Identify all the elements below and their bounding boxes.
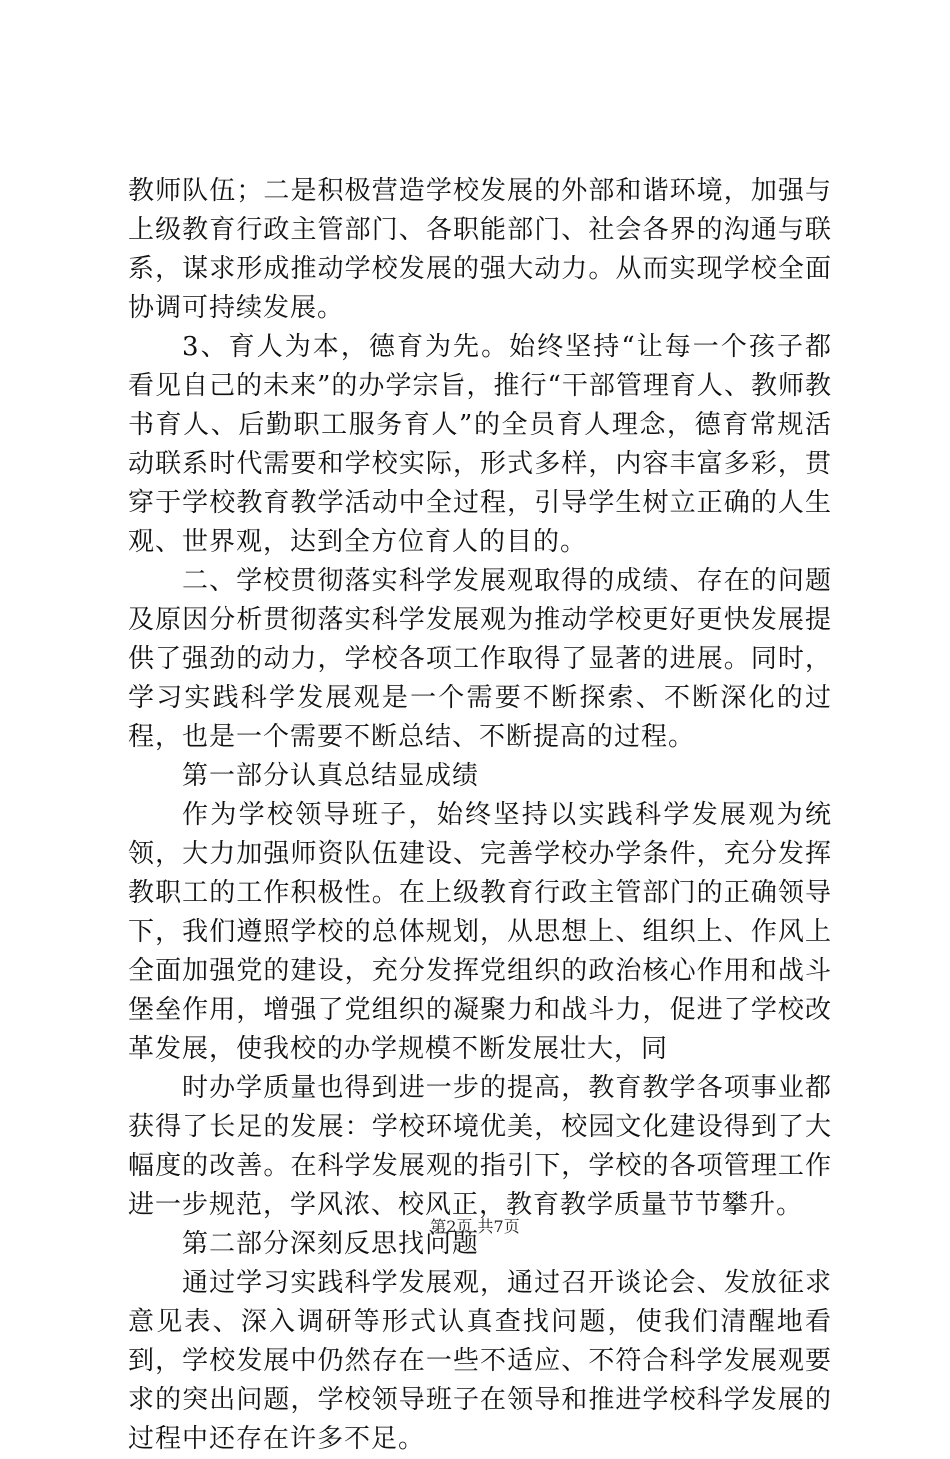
section-heading-2: 第二部分深刻反思找问题 bbox=[182, 1229, 480, 1259]
paragraph-5: 时办学质量也得到进一步的提高，教育教学各项事业都获得了长足的发展：学校环境优美，校园文化建设得到了大幅度的改善。在科学发展观的指引下，学校的各项管理工作进一步规范，学风浓、校风正，教育教学质量节节攀升。 bbox=[128, 1073, 832, 1220]
paragraph-1: 教师队伍；二是积极营造学校发展的外部和谐环境，加强与上级教育行政主管部门、各职能部门、社会各界的沟通与联系，谋求形成推动学校发展的强大动力。从而实现学校全面协调可持续发展。 bbox=[128, 176, 832, 323]
paragraph-3: 二、学校贯彻落实科学发展观取得的成绩、存在的问题及原因分析贯彻落实科学发展观为推动学校更好更快发展提供了强劲的动力，学校各项工作取得了显著的进展。同时，学习实践科学发展观是一个需要不断探索、不断深化的过程，也是一个需要不断总结、不断提高的过程。 bbox=[128, 566, 832, 752]
document-body bbox=[128, 172, 832, 1459]
paragraph-4: 作为学校领导班子，始终坚持以实践科学发展观为统领，大力加强师资队伍建设、完善学校办学条件，充分发挥教职工的工作积极性。在上级教育行政主管部门的正确领导下，我们遵照学校的总体规划，从思想上、组织上、作风上全面加强党的建设，充分发挥党组织的政治核心作用和战斗堡垒作用，增强了党组织的凝聚力和战斗力，促进了学校改革发展，使我校的办学规模不断发展壮大，同 bbox=[128, 800, 832, 1064]
paragraph-2: 3、育人为本，德育为先。始终坚持“让每一个孩子都看见自己的未来”的办学宗旨，推行“干部管理育人、教师教书育人、后勤职工服务育人”的全员育人理念，德育常规活动联系时代需要和学校实际，形式多样，内容丰富多彩，贯穿于学校教育教学活动中全过程，引导学生树立正确的人生观、世界观，达到全方位育人的目的。 bbox=[128, 332, 832, 557]
section-heading-1: 第一部分认真总结显成绩 bbox=[182, 761, 480, 791]
paragraph-6: 通过学习实践科学发展观，通过召开谈论会、发放征求意见表、深入调研等形式认真查找问题，使我们清醒地看到，学校发展中仍然存在一些不适应、不符合科学发展观要求的突出问题，学校领导班子在领导和推进学校科学发展的过程中还存在许多不足。 bbox=[128, 1268, 832, 1454]
page-number-footer: 第2页 共7页 bbox=[430, 1217, 520, 1236]
